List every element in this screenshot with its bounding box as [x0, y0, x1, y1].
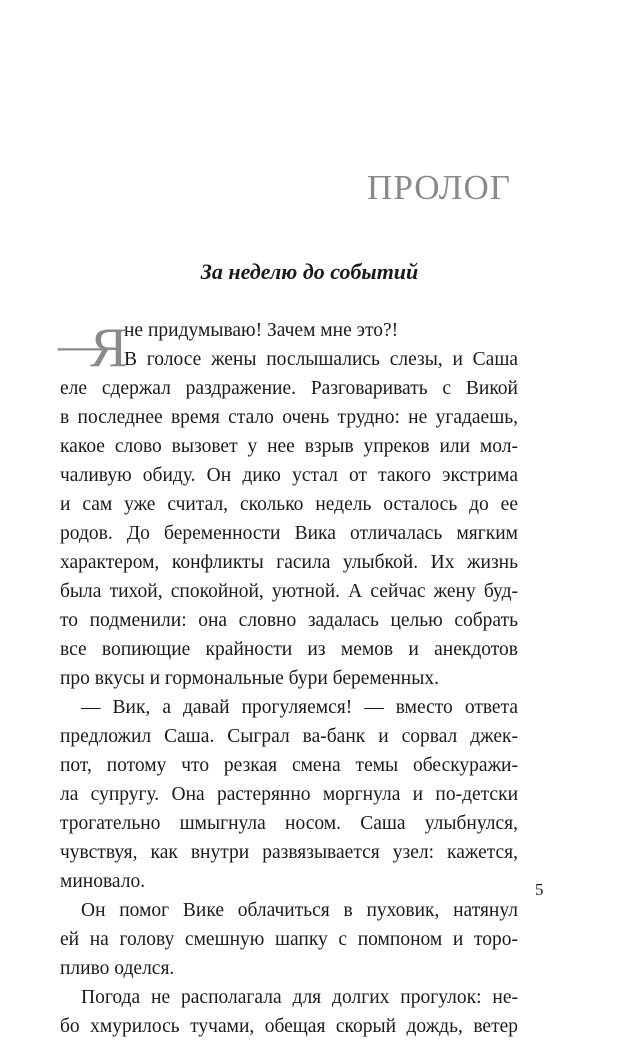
text-line: пливо оделся.	[60, 958, 175, 979]
text-line: — Вик, а давай прогуляемся! — вместо ответа	[81, 697, 518, 718]
text-line: то подменили: она словно задалась целью собрать	[60, 610, 518, 631]
text-line: и сам уже считал, сколько недель осталось до ее	[60, 494, 518, 515]
text-line: какое слово вызовет у нее взрыв упреков или мол-	[60, 436, 518, 457]
text-line: еле сдержал раздражение. Разговаривать с Викой	[60, 378, 518, 399]
text-line: про вкусы и гормональные бури беременных.	[60, 668, 439, 689]
text-line: чувствуя, как внутри развязывается узел: кажется,	[60, 842, 518, 863]
text-line: предложил Саша. Сыграл ва-банк и сорвал джек-	[60, 726, 518, 747]
text-line: В голосе жены послышались слезы, и Саша	[124, 349, 518, 370]
text-line: ей на голову смешную шапку с помпоном и торо-	[60, 929, 518, 950]
text-line: характером, конфликты гасила улыбкой. Их жизнь	[60, 552, 518, 573]
text-line: бо хмурилось тучами, обещая скорый дождь, ветер	[60, 1016, 518, 1037]
text-line: миновало.	[60, 871, 146, 892]
page-number: 5	[535, 880, 544, 899]
chapter-subtitle: За неделю до событий	[200, 259, 419, 284]
text-line-content: не придумываю! Зачем мне это?!	[124, 320, 399, 341]
dropcap-letter: Я	[90, 317, 128, 379]
text-line: Он помог Вике облачиться в пуховик, натянул	[81, 900, 518, 921]
text-line: чаливую обиду. Он дико устал от такого экстрима	[60, 465, 518, 486]
text-line: ла супругу. Она растерянно моргнула и по-детски	[60, 784, 518, 805]
dropcap-dash: —	[58, 321, 102, 370]
text-line: трогательно шмыгнула носом. Саша улыбнулся,	[60, 813, 518, 834]
body-text	[60, 316, 518, 1041]
text-line: пот, потому что резкая смена темы обескуражи-	[60, 755, 518, 776]
text-line: была тихой, спокойной, уютной. А сейчас жену буд-	[60, 581, 518, 602]
text-line: в последнее время стало очень трудно: не угадаешь,	[60, 407, 518, 428]
chapter-title: ПРОЛОГ	[367, 168, 511, 207]
text-line: родов. До беременности Вика отличалась мягким	[60, 523, 518, 544]
text-line: все вопиющие крайности из мемов и анекдотов	[60, 639, 518, 660]
text-line: Погода не располагала для долгих прогулок: не-	[81, 987, 518, 1008]
